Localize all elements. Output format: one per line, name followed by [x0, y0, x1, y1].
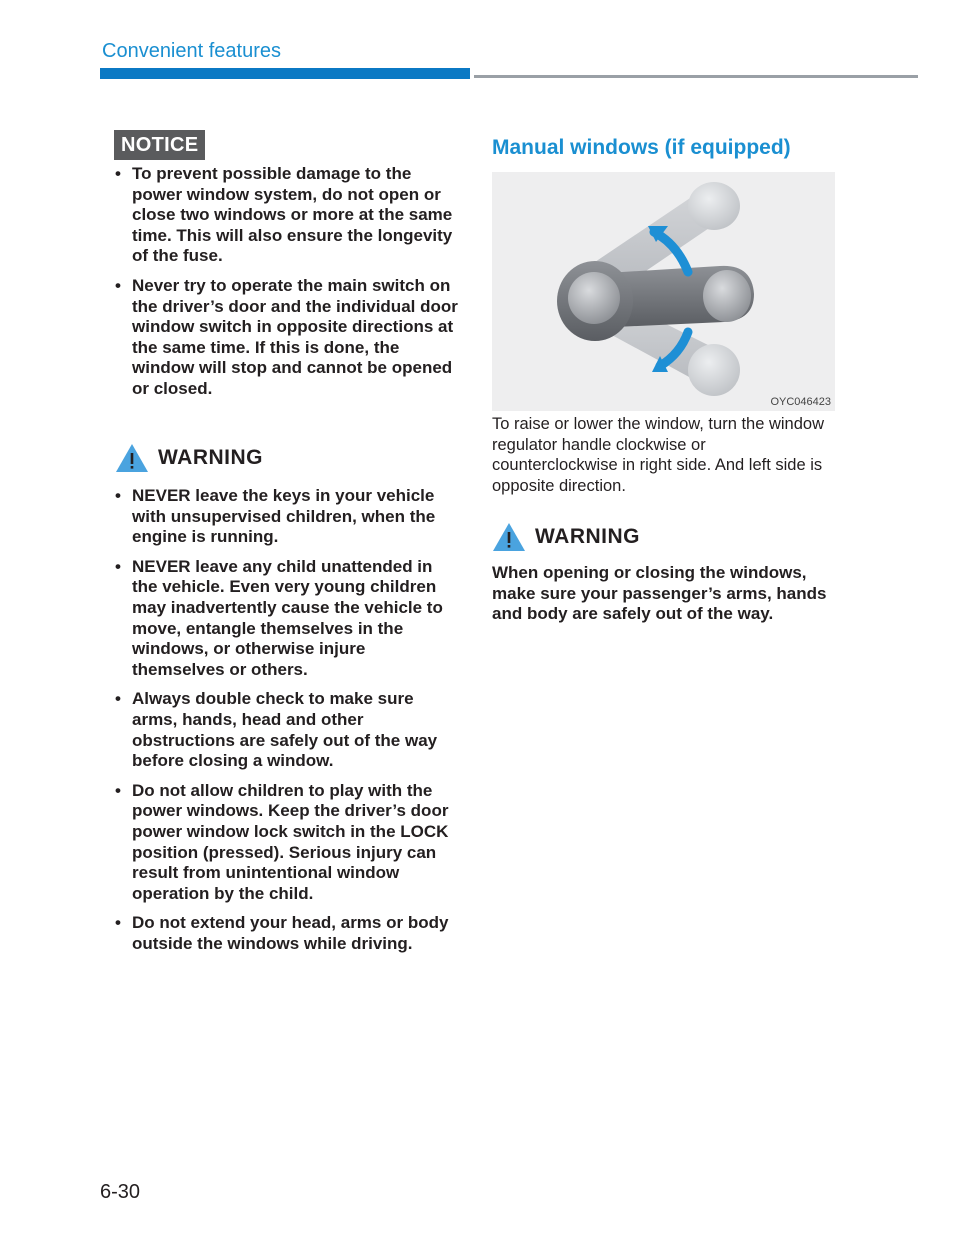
notice-badge: NOTICE — [114, 130, 205, 160]
page-number: 6-30 — [100, 1181, 141, 1203]
warning-item: • Always double check to make sure arms, hands, head and other obstructions are safely out of the way before closing a window. — [115, 689, 460, 771]
warning-heading-right — [492, 522, 640, 552]
section-title: Convenient features — [102, 40, 282, 62]
warning-list — [115, 486, 460, 963]
warning-heading-left — [115, 443, 263, 473]
warning-item: • Do not extend your head, arms or body outside the windows while driving. — [115, 913, 460, 954]
notice-item: • To prevent possible damage to the power window system, do not open or close two windows or more at the same time. This will also ensure the longevity of the fuse. — [115, 164, 460, 267]
warning-right-text: When opening or closing the windows, make sure your passenger’s arms, hands and body are safely out of the way. — [492, 563, 827, 624]
manual-windows-body: To raise or lower the window, turn the window regulator handle clockwise or counterclockwise in right side. And left side is opposite direction. — [492, 415, 824, 495]
figure-code: OYC046423 — [770, 396, 831, 408]
warning-item: • Do not allow children to play with the power windows. Keep the driver’s door power window lock switch in the LOCK position (pressed). Serious injury can result from unintentional window operation by the child. — [115, 781, 460, 905]
notice-list — [115, 164, 460, 409]
window-handle-figure — [492, 172, 835, 411]
warning-heading-text: WARNING — [535, 525, 640, 548]
warning-triangle-icon — [115, 443, 149, 473]
warning-item: • NEVER leave the keys in your vehicle with unsupervised children, when the engine is running. — [115, 486, 460, 548]
warning-item: • NEVER leave any child unattended in the vehicle. Even very young children may inadvertently cause the vehicle to move, entangle themselves in the windows, or otherwise injure themselves or others. — [115, 557, 460, 681]
header-rule-blue — [100, 68, 470, 79]
notice-item: • Never try to operate the main switch on the driver’s door and the individual door window switch in opposite directions at the same time. If this is done, the window will stop and cannot be opened or closed. — [115, 276, 460, 400]
warning-triangle-icon — [492, 522, 526, 552]
manual-windows-title: Manual windows (if equipped) — [492, 136, 791, 159]
window-crank-illustration — [492, 172, 835, 411]
header-rule-gray — [474, 75, 918, 78]
warning-heading-text: WARNING — [158, 446, 263, 469]
